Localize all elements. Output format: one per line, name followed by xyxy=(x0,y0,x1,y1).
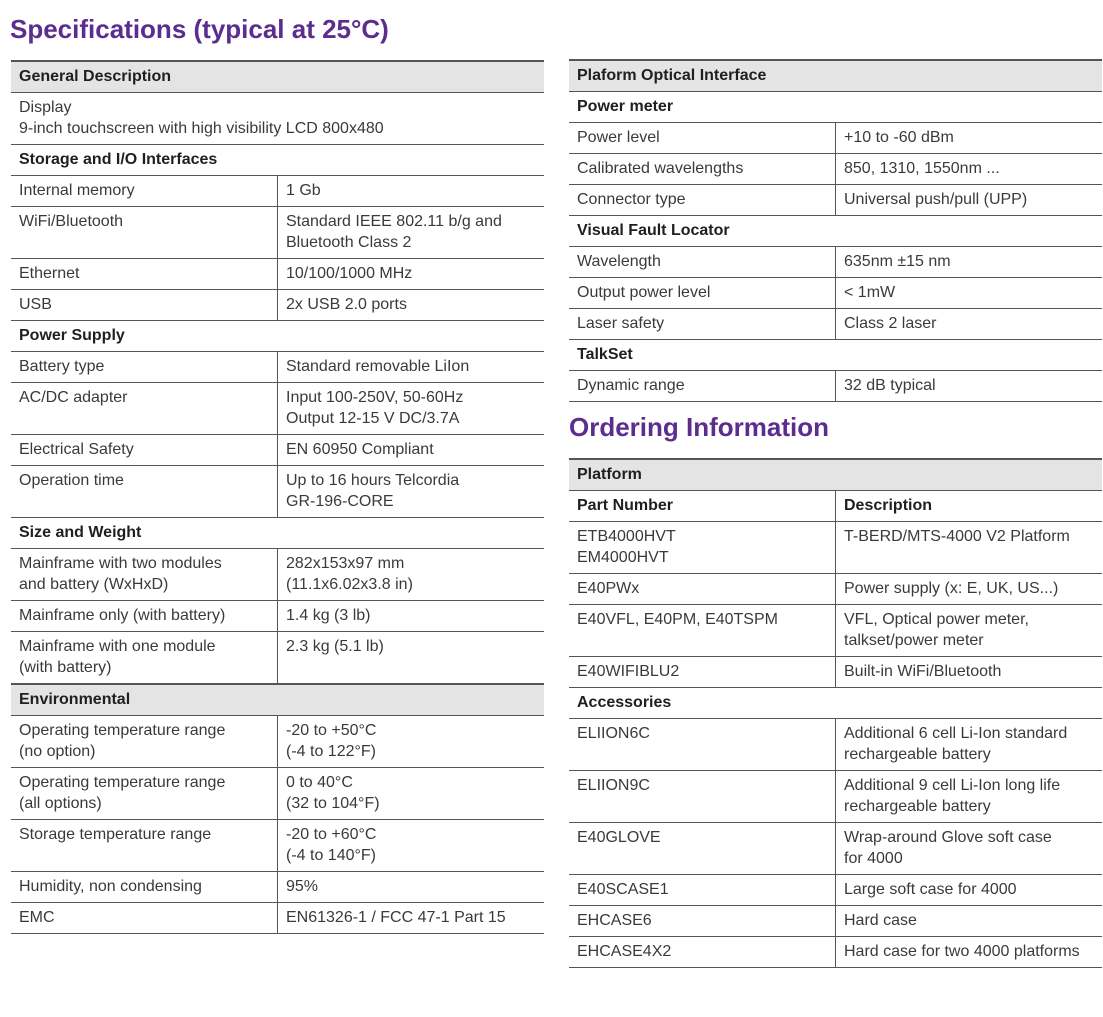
row-value xyxy=(836,719,1103,771)
value-text: Hard case xyxy=(844,912,917,929)
column-header: Description xyxy=(836,491,1103,522)
table-row xyxy=(11,93,544,145)
table-heading: Storage and I/O Interfaces xyxy=(11,145,544,176)
row-label xyxy=(569,247,836,278)
table-row xyxy=(569,771,1102,823)
value-text: 850, 1310, 1550nm ... xyxy=(844,160,1000,177)
value-text: T-BERD/MTS-4000 V2 Platform xyxy=(844,528,1070,545)
row-value xyxy=(278,549,545,601)
table-row xyxy=(11,716,544,768)
value-text: -20 to +50°C xyxy=(286,722,377,739)
value-text: 95% xyxy=(286,878,319,895)
label-text: Electrical Safety xyxy=(19,441,134,458)
label-text: ELIION6C xyxy=(577,725,650,742)
label-text: EMC xyxy=(19,909,55,926)
row-value xyxy=(278,466,545,518)
value-text: 2x USB 2.0 ports xyxy=(286,296,407,313)
row-label xyxy=(11,601,278,632)
row-label xyxy=(569,937,836,968)
value-text: GR-196-CORE xyxy=(286,493,394,510)
table-row xyxy=(569,278,1102,309)
label-text: Mainframe only (with battery) xyxy=(19,607,226,624)
value-text: Built-in WiFi/Bluetooth xyxy=(844,663,1002,680)
row-value xyxy=(836,937,1103,968)
specifications-left-column xyxy=(11,60,544,934)
row-label xyxy=(569,657,836,688)
row-value xyxy=(278,383,545,435)
label-text: Laser safety xyxy=(577,315,665,332)
table-row xyxy=(569,657,1102,688)
value-text: 1.4 kg (3 lb) xyxy=(286,607,371,624)
row-label xyxy=(569,185,836,216)
table-row xyxy=(11,176,544,207)
table-row xyxy=(11,290,544,321)
label-text: AC/DC adapter xyxy=(19,389,128,406)
label-text: (no option) xyxy=(19,743,96,760)
table-row xyxy=(569,937,1102,968)
value-text: EN 60950 Compliant xyxy=(286,441,434,458)
value-text: EN61326-1 / FCC 47-1 Part 15 xyxy=(286,909,506,926)
value-text: Hard case for two 4000 platforms xyxy=(844,943,1080,960)
row-label xyxy=(569,123,836,154)
value-text: < 1mW xyxy=(844,284,896,301)
column-header: Part Number xyxy=(569,491,836,522)
value-text: Standard IEEE 802.11 b/g and xyxy=(286,213,502,230)
label-text: Calibrated wavelengths xyxy=(577,160,744,177)
row-label xyxy=(11,632,278,685)
label-text: E40GLOVE xyxy=(577,829,661,846)
row-value xyxy=(836,371,1103,402)
row-value xyxy=(278,872,545,903)
row-label xyxy=(11,176,278,207)
label-text: Mainframe with one module xyxy=(19,638,216,655)
table-heading-row xyxy=(11,145,544,176)
row-label xyxy=(11,435,278,466)
label-text: Dynamic range xyxy=(577,377,685,394)
row-label xyxy=(569,719,836,771)
table-row xyxy=(569,123,1102,154)
row-value xyxy=(836,605,1103,657)
label-text: E40PWx xyxy=(577,580,640,597)
table-heading: Accessories xyxy=(569,688,1102,719)
row-label xyxy=(11,903,278,934)
value-text: +10 to -60 dBm xyxy=(844,129,954,146)
table-row xyxy=(569,605,1102,657)
cell-text: 9-inch touchscreen with high visibility LCD 800x480 xyxy=(19,120,384,137)
value-text: Large soft case for 4000 xyxy=(844,881,1017,898)
row-value xyxy=(836,185,1103,216)
table-row xyxy=(11,259,544,290)
row-value xyxy=(278,632,545,685)
row-value xyxy=(836,906,1103,937)
table-row xyxy=(11,549,544,601)
table-heading-row xyxy=(569,459,1102,491)
row-value xyxy=(278,352,545,383)
table-heading-row xyxy=(11,61,544,93)
table-heading: Plaform Optical Interface xyxy=(569,60,1102,92)
table-heading: General Description xyxy=(11,61,544,93)
label-text: and battery (WxHxD) xyxy=(19,576,169,593)
row-label xyxy=(569,906,836,937)
table-row xyxy=(11,383,544,435)
row-value xyxy=(836,574,1103,605)
value-text: (11.1x6.02x3.8 in) xyxy=(286,576,413,593)
value-text: VFL, Optical power meter, xyxy=(844,611,1029,628)
row-value xyxy=(836,875,1103,906)
value-text: rechargeable battery xyxy=(844,798,991,815)
table-row xyxy=(11,872,544,903)
table-row xyxy=(569,522,1102,574)
row-label xyxy=(569,371,836,402)
ordering-title: Ordering Information xyxy=(569,412,829,442)
row-label xyxy=(11,820,278,872)
row-label xyxy=(11,716,278,768)
row-value xyxy=(278,716,545,768)
value-text: Bluetooth Class 2 xyxy=(286,234,412,251)
table-row xyxy=(569,823,1102,875)
row-label xyxy=(11,549,278,601)
row-label xyxy=(569,278,836,309)
table-row xyxy=(11,820,544,872)
value-text: Class 2 laser xyxy=(844,315,937,332)
row-label xyxy=(11,383,278,435)
row-label xyxy=(569,605,836,657)
row-value xyxy=(278,176,545,207)
table-heading-row xyxy=(11,684,544,716)
value-text: Output 12-15 V DC/3.7A xyxy=(286,410,460,427)
table-heading-row xyxy=(569,92,1102,123)
spec-table xyxy=(569,59,1102,402)
value-text: 10/100/1000 MHz xyxy=(286,265,413,282)
label-text: Connector type xyxy=(577,191,686,208)
label-text: E40WIFIBLU2 xyxy=(577,663,680,680)
value-text: 0 to 40°C xyxy=(286,774,353,791)
value-text: 1 Gb xyxy=(286,182,321,199)
table-row xyxy=(11,435,544,466)
value-text: (-4 to 122°F) xyxy=(286,743,376,760)
table-row xyxy=(11,207,544,259)
row-value xyxy=(836,154,1103,185)
table-row xyxy=(569,574,1102,605)
label-text: WiFi/Bluetooth xyxy=(19,213,124,230)
row-value xyxy=(278,768,545,820)
table-row xyxy=(569,247,1102,278)
row-label xyxy=(569,823,836,875)
table-heading: Visual Fault Locator xyxy=(569,216,1102,247)
value-text: Additional 9 cell Li-Ion long life xyxy=(844,777,1061,794)
row-label xyxy=(569,875,836,906)
row-value xyxy=(836,123,1103,154)
table-heading: Power meter xyxy=(569,92,1102,123)
value-text: Wrap-around Glove soft case xyxy=(844,829,1052,846)
value-text: 32 dB typical xyxy=(844,377,936,394)
column-header-row xyxy=(569,491,1102,522)
row-value xyxy=(836,771,1103,823)
label-text: EM4000HVT xyxy=(577,549,669,566)
label-text: Storage temperature range xyxy=(19,826,212,843)
table-heading: Size and Weight xyxy=(11,518,544,549)
full-width-cell xyxy=(11,93,544,145)
row-label xyxy=(11,872,278,903)
value-text: for 4000 xyxy=(844,850,903,867)
spec-table xyxy=(569,458,1102,968)
table-row xyxy=(569,154,1102,185)
table-heading-row xyxy=(569,340,1102,371)
value-text: Standard removable LiIon xyxy=(286,358,470,375)
row-label xyxy=(569,154,836,185)
value-text: (32 to 104°F) xyxy=(286,795,380,812)
table-row xyxy=(569,185,1102,216)
row-label xyxy=(11,290,278,321)
table-row xyxy=(11,466,544,518)
label-text: EHCASE6 xyxy=(577,912,652,929)
specifications-title: Specifications (typical at 25°C) xyxy=(10,14,389,44)
value-text: 635nm ±15 nm xyxy=(844,253,951,270)
label-text: Operation time xyxy=(19,472,124,489)
value-text: Power supply (x: E, UK, US...) xyxy=(844,580,1059,597)
row-value xyxy=(278,903,545,934)
row-label xyxy=(11,466,278,518)
table-row xyxy=(569,875,1102,906)
row-label xyxy=(569,771,836,823)
row-value xyxy=(278,207,545,259)
table-row xyxy=(11,632,544,685)
value-text: Universal push/pull (UPP) xyxy=(844,191,1028,208)
value-text: -20 to +60°C xyxy=(286,826,377,843)
row-value xyxy=(278,601,545,632)
row-label xyxy=(11,352,278,383)
table-row xyxy=(569,719,1102,771)
label-text: E40VFL, E40PM, E40TSPM xyxy=(577,611,778,628)
value-text: talkset/power meter xyxy=(844,632,984,649)
value-text: Up to 16 hours Telcordia xyxy=(286,472,460,489)
table-heading-row xyxy=(569,688,1102,719)
row-label xyxy=(11,207,278,259)
table-row xyxy=(11,352,544,383)
table-heading: Platform xyxy=(569,459,1102,491)
row-label xyxy=(11,259,278,290)
table-heading-row xyxy=(11,321,544,352)
row-value xyxy=(278,435,545,466)
label-text: Mainframe with two modules xyxy=(19,555,222,572)
label-text: Internal memory xyxy=(19,182,135,199)
label-text: Wavelength xyxy=(577,253,661,270)
table-row xyxy=(11,768,544,820)
label-text: Operating temperature range xyxy=(19,722,226,739)
label-text: Operating temperature range xyxy=(19,774,226,791)
table-row xyxy=(569,906,1102,937)
value-text: rechargeable battery xyxy=(844,746,991,763)
row-value xyxy=(836,247,1103,278)
table-heading-row xyxy=(11,518,544,549)
value-text: (-4 to 140°F) xyxy=(286,847,376,864)
label-text: ELIION9C xyxy=(577,777,650,794)
row-label xyxy=(569,574,836,605)
table-heading-row xyxy=(569,216,1102,247)
specifications-right-column xyxy=(569,59,1102,402)
table-row xyxy=(11,601,544,632)
table-heading: TalkSet xyxy=(569,340,1102,371)
table-heading: Power Supply xyxy=(11,321,544,352)
value-text: 282x153x97 mm xyxy=(286,555,405,572)
table-row xyxy=(11,903,544,934)
row-value xyxy=(278,290,545,321)
value-text: Additional 6 cell Li-Ion standard xyxy=(844,725,1068,742)
row-label xyxy=(569,309,836,340)
row-value xyxy=(278,820,545,872)
label-text: ETB4000HVT xyxy=(577,528,676,545)
label-text: Power level xyxy=(577,129,660,146)
label-text: Ethernet xyxy=(19,265,80,282)
row-value xyxy=(836,657,1103,688)
row-value xyxy=(836,522,1103,574)
row-value xyxy=(836,278,1103,309)
label-text: Humidity, non condensing xyxy=(19,878,202,895)
value-text: 2.3 kg (5.1 lb) xyxy=(286,638,384,655)
label-text: USB xyxy=(19,296,52,313)
label-text: E40SCASE1 xyxy=(577,881,669,898)
label-text: Output power level xyxy=(577,284,711,301)
table-heading-row xyxy=(569,60,1102,92)
table-heading: Environmental xyxy=(11,684,544,716)
row-value xyxy=(836,309,1103,340)
spec-table xyxy=(11,60,544,934)
value-text: Input 100-250V, 50-60Hz xyxy=(286,389,464,406)
ordering-column xyxy=(569,458,1102,968)
row-value xyxy=(836,823,1103,875)
table-row xyxy=(569,309,1102,340)
label-text: Battery type xyxy=(19,358,105,375)
label-text: (with battery) xyxy=(19,659,112,676)
row-value xyxy=(278,259,545,290)
row-label xyxy=(11,768,278,820)
label-text: EHCASE4X2 xyxy=(577,943,672,960)
row-label xyxy=(569,522,836,574)
table-row xyxy=(569,371,1102,402)
label-text: (all options) xyxy=(19,795,102,812)
cell-text: Display xyxy=(19,99,72,116)
